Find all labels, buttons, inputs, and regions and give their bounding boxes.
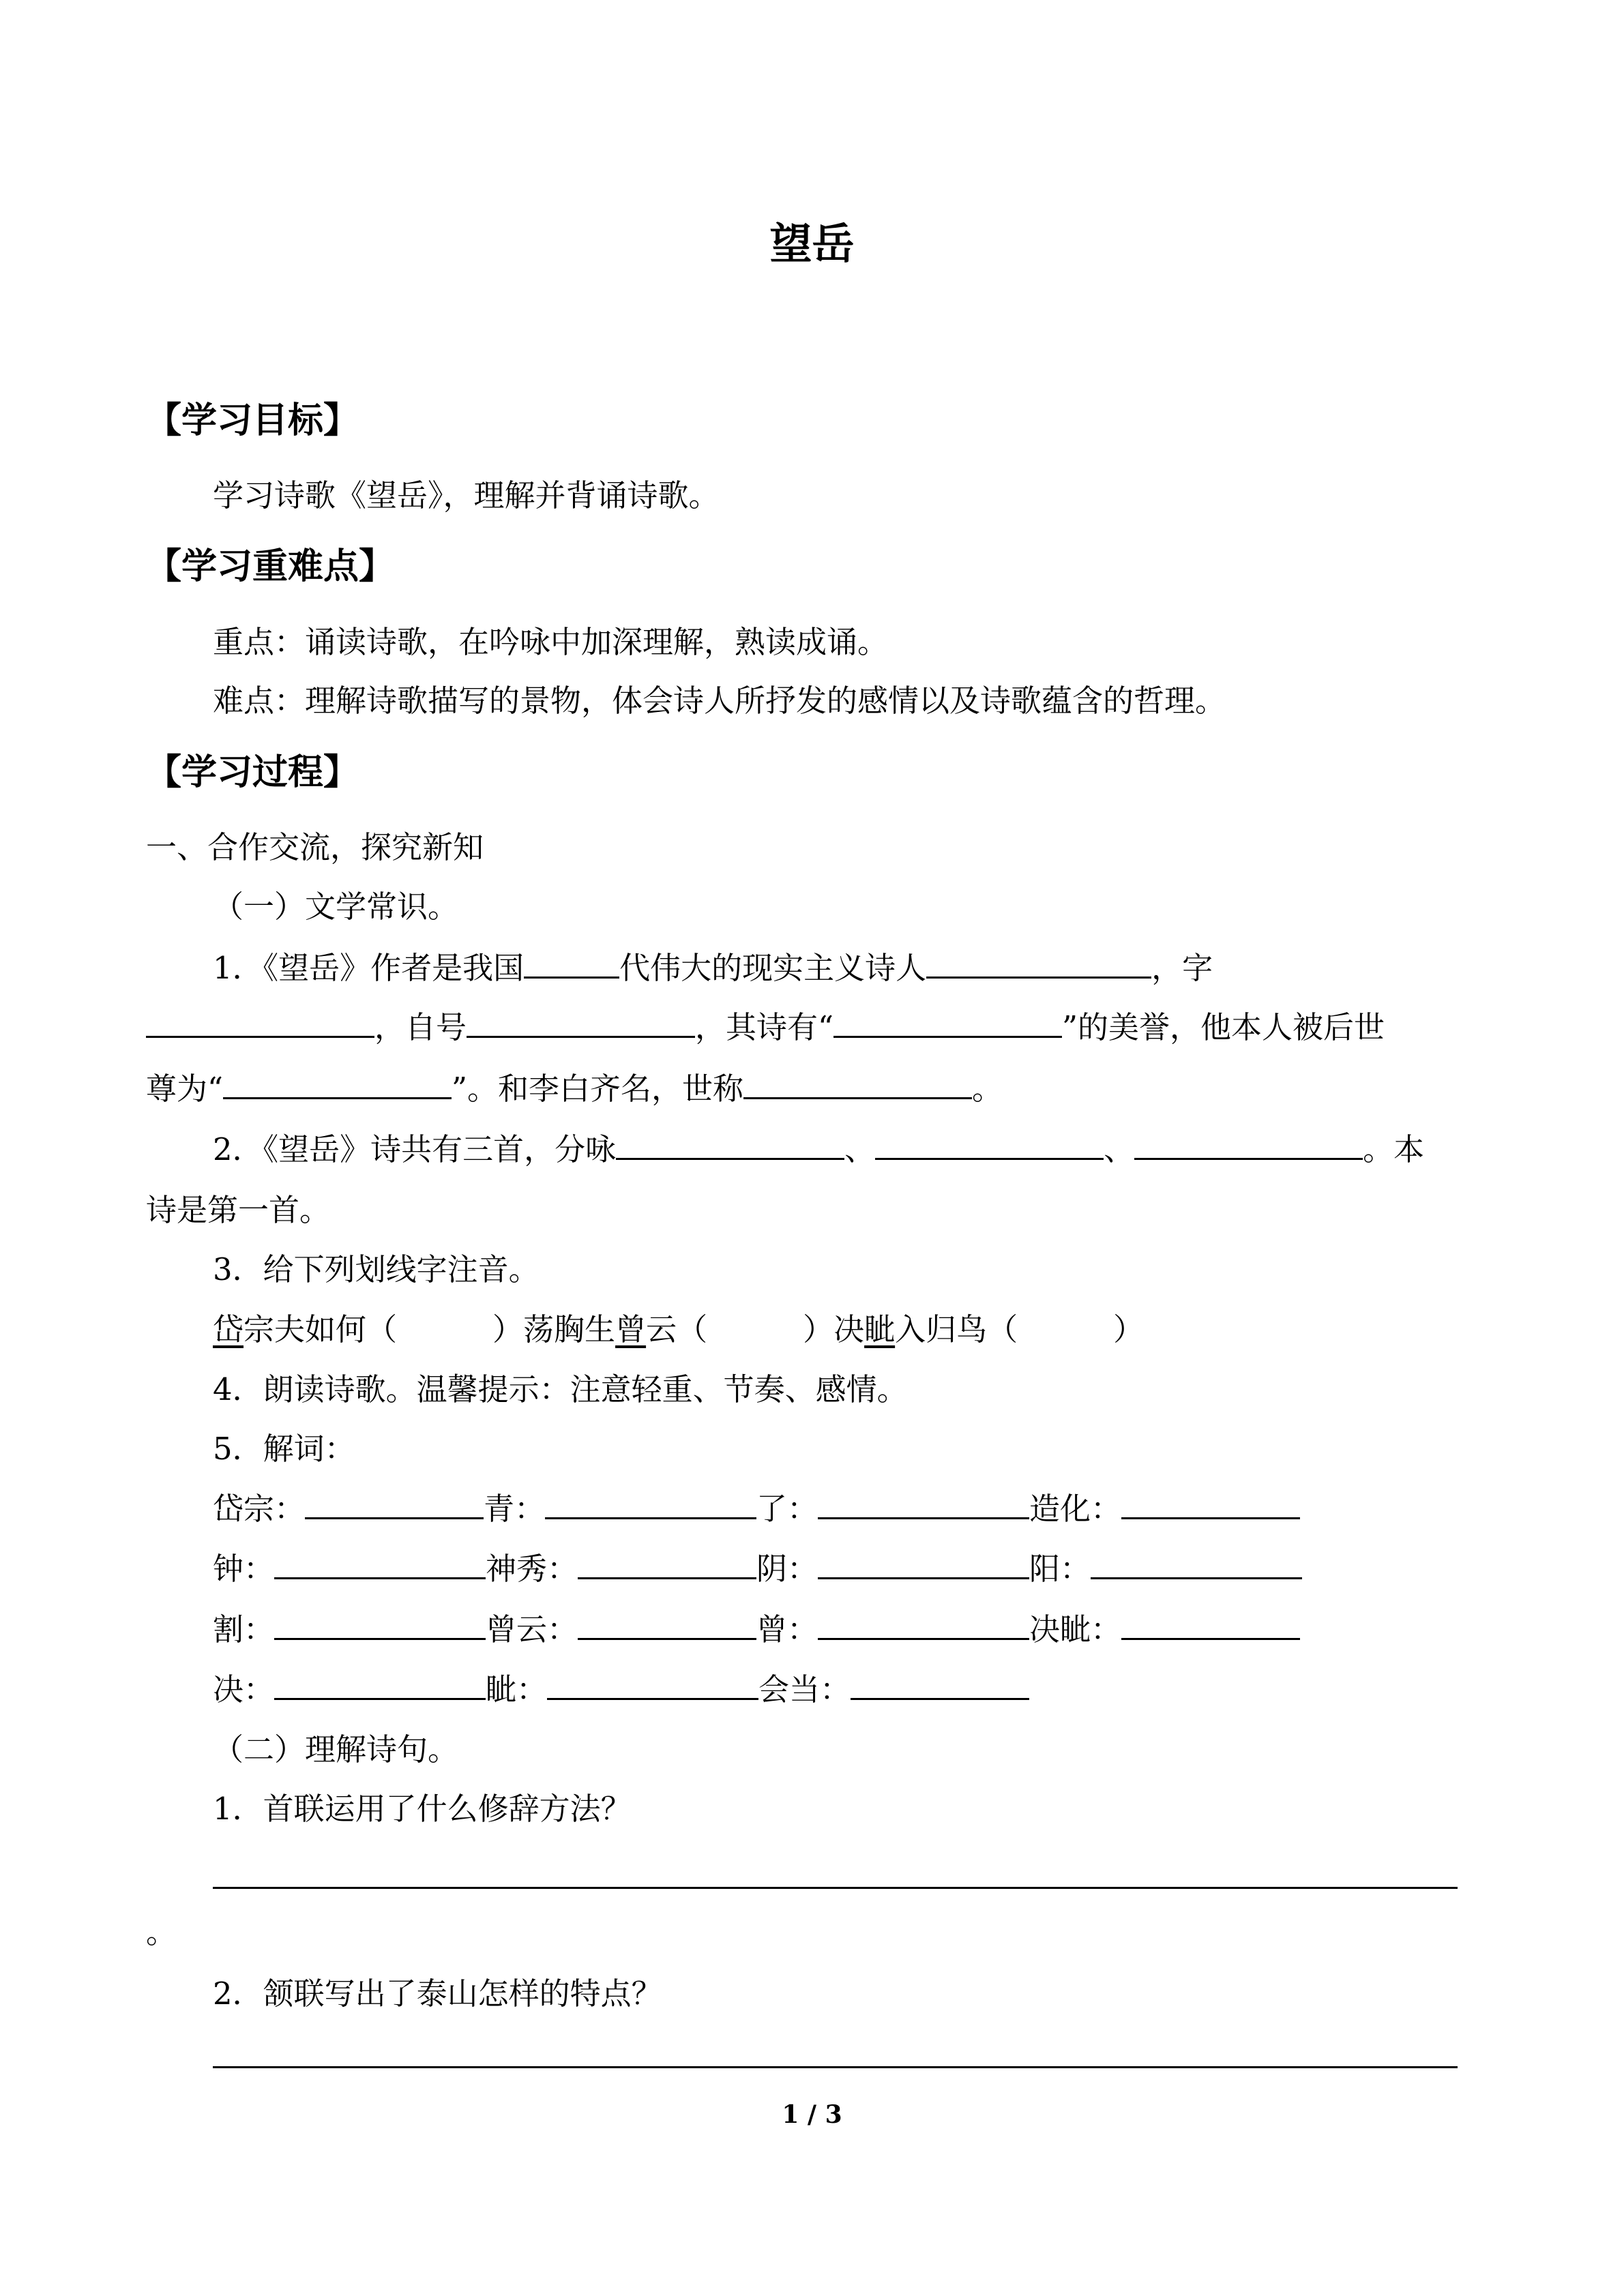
vocab-row-2: 钟： 神秀： 阴： 阳： (213, 1549, 1302, 1590)
q5-label: 5．解词： (213, 1431, 355, 1467)
q2-line2: 诗是第一首。 (146, 1192, 331, 1228)
courtesy-name-blank[interactable] (146, 1013, 374, 1038)
difficulty-text: 难点：理解诗歌描写的景物，体会诗人所抒发的感情以及诗歌蕴含的哲理。 (213, 683, 1226, 719)
answer-line-1-end: 。 (146, 1914, 177, 1950)
q1-line2: ，自号 ，其诗有“ ”的美誉，他本人被后世 (146, 1007, 1385, 1048)
vocab-blank-jue[interactable] (274, 1675, 486, 1700)
vocab-blank-juezi[interactable] (1121, 1615, 1300, 1640)
key-points-heading: 【学习重难点】 (146, 546, 395, 587)
page-number: 1 / 3 (782, 2100, 842, 2129)
vocab-blank-zhong[interactable] (274, 1554, 486, 1579)
vocab-blank-qing[interactable] (545, 1494, 756, 1519)
self-title-blank[interactable] (467, 1013, 695, 1038)
mountain-3-blank[interactable] (1134, 1135, 1363, 1160)
joint-name-blank[interactable] (743, 1074, 972, 1099)
vocab-blank-zaohua[interactable] (1121, 1494, 1300, 1519)
vocab-blank-ge[interactable] (274, 1615, 486, 1640)
understand-q1: 1．首联运用了什么修辞方法？ (213, 1791, 632, 1827)
q1-line3: 尊为“ ”。和李白齐名，世称 。 (146, 1071, 1003, 1107)
vocab-blank-zi[interactable] (547, 1675, 758, 1700)
answer-line-2[interactable] (213, 2066, 1458, 2068)
q4-text: 4．朗读诗歌。温馨提示：注意轻重、节奏、感情。 (213, 1371, 908, 1407)
q2-line1: 2．《望岳》诗共有三首，分咏 、 、 。本 (213, 1131, 1425, 1167)
vocab-row-3: 割： 曾云： 曾： 决眦： (213, 1609, 1300, 1650)
dynasty-blank[interactable] (524, 953, 619, 979)
q1-line1: 1．《望岳》作者是我国 代伟大的现实主义诗人 ，字 (213, 950, 1213, 986)
vocab-blank-ceng[interactable] (818, 1615, 1029, 1640)
poetry-reputation-blank[interactable] (833, 1013, 1062, 1038)
page-title: 望岳 (769, 219, 855, 269)
answer-line-1[interactable] (213, 1887, 1458, 1889)
vocab-blank-liao[interactable] (818, 1494, 1029, 1519)
vocab-blank-yang[interactable] (1091, 1554, 1302, 1579)
q3-label: 3．给下列划线字注音。 (213, 1251, 540, 1287)
understand-q2: 2．颔联写出了泰山怎样的特点？ (213, 1976, 662, 2012)
vocab-blank-huidang[interactable] (851, 1675, 1029, 1700)
process-heading: 【学习过程】 (146, 751, 359, 793)
honorific-blank[interactable] (223, 1074, 452, 1099)
vocab-blank-yin[interactable] (818, 1554, 1029, 1579)
sub1-heading: （一）文学常识。 (213, 889, 459, 925)
poet-name-blank[interactable] (926, 953, 1151, 979)
mountain-2-blank[interactable] (875, 1135, 1104, 1160)
vocab-row-1: 岱宗： 青： 了： 造化： (213, 1489, 1300, 1530)
part1-heading: 一、合作交流，探究新知 (146, 829, 484, 865)
q3-items: 岱宗夫如何（ ）荡胸生曾云（ ）决眦入归鸟（ ） (213, 1311, 1145, 1347)
vocab-blank-daizong[interactable] (305, 1494, 484, 1519)
mountain-1-blank[interactable] (616, 1135, 844, 1160)
vocab-blank-cengyun[interactable] (578, 1615, 756, 1640)
goals-heading: 【学习目标】 (146, 400, 359, 441)
vocab-blank-shenxiu[interactable] (578, 1554, 756, 1579)
vocab-row-4: 决： 眦： 会当： (213, 1669, 1029, 1710)
focus-text: 重点：诵读诗歌，在吟咏中加深理解，熟读成诵。 (213, 624, 889, 660)
sub2-heading: （二）理解诗句。 (213, 1731, 459, 1768)
goals-text: 学习诗歌《望岳》，理解并背诵诗歌。 (213, 477, 720, 513)
